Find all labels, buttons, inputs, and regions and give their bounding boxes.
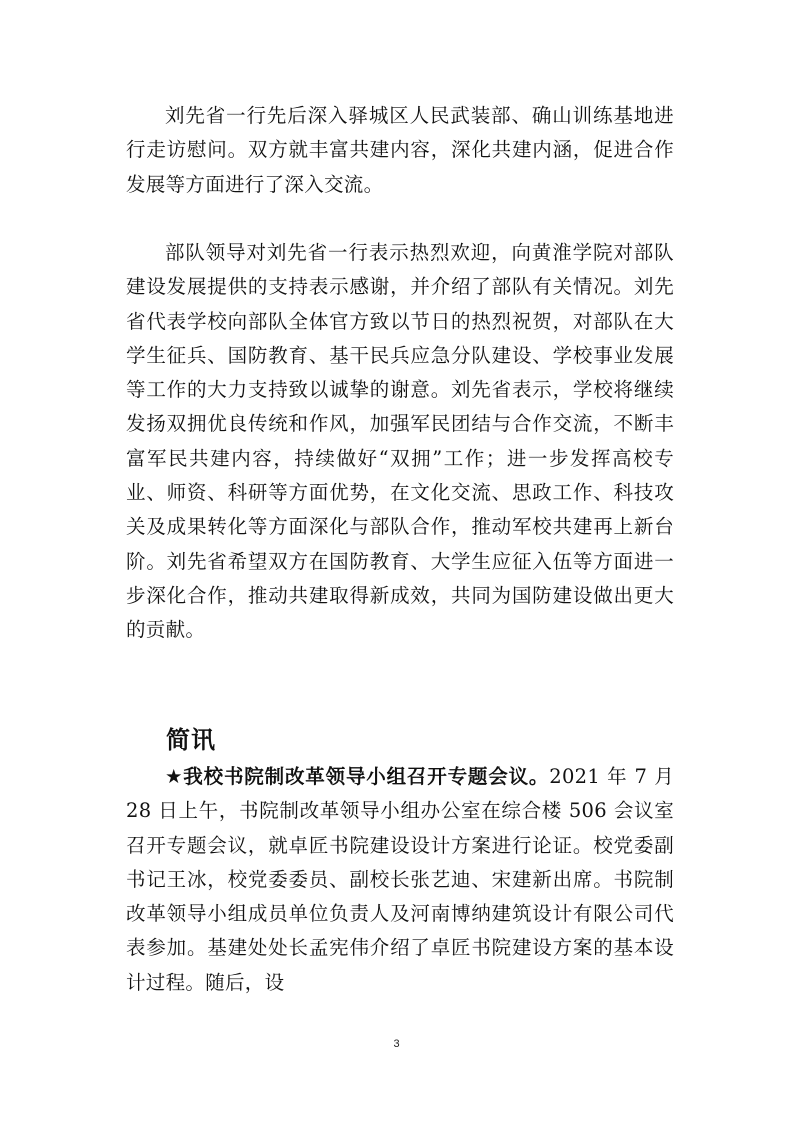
brief-item-body: 2021 年 7 月 28 日上午，书院制改革领导小组办公室在综合楼 506 会议室召开专题会议，就卓匠书院建设设计方案进行论证。校党委副书记王冰，校党委委员、副校长张艺迪、宋建新出席。书院制改革领导小组成员单位负责人及河南博纳建筑设计有限公司代表参加。基建处处长孟宪伟介绍了卓匠书院建设方案的基本设计过程。随后，设	[126, 765, 674, 994]
page-number: 3	[393, 1038, 400, 1050]
brief-item	[126, 760, 674, 1000]
section-heading-brief: 简讯	[166, 726, 216, 754]
paragraph-visit: 刘先省一行先后深入驿城区人民武装部、确山训练基地进行走访慰问。双方就丰富共建内容，深化共建内涵，促进合作发展等方面进行了深入交流。	[126, 104, 674, 196]
brief-item-lead: ★我校书院制改革领导小组召开专题会议。	[165, 765, 550, 788]
paragraph-welcome: 部队领导对刘先省一行表示热烈欢迎，向黄淮学院对部队建设发展提供的支持表示感谢，并介绍了部队有关情况。刘先省代表学校向部队全体官方致以节日的热烈祝贺，对部队在大学生征兵、国防教育、基干民兵应急分队建设、学校事业发展等工作的大力支持致以诚挚的谢意。刘先省表示，学校将继续发扬双拥优良传统和作风，加强军民团结与合作交流，不断丰富军民共建内容，持续做好“双拥”工作；进一步发挥高校专业、师资、科研等方面优势，在文化交流、思政工作、科技攻关及成果转化等方面深化与部队合作，推动军校共建再上新台阶。刘先省希望双方在国防教育、大学生应征入伍等方面进一步深化合作，推动共建取得新成效，共同为国防建设做出更大的贡献。	[126, 241, 674, 642]
